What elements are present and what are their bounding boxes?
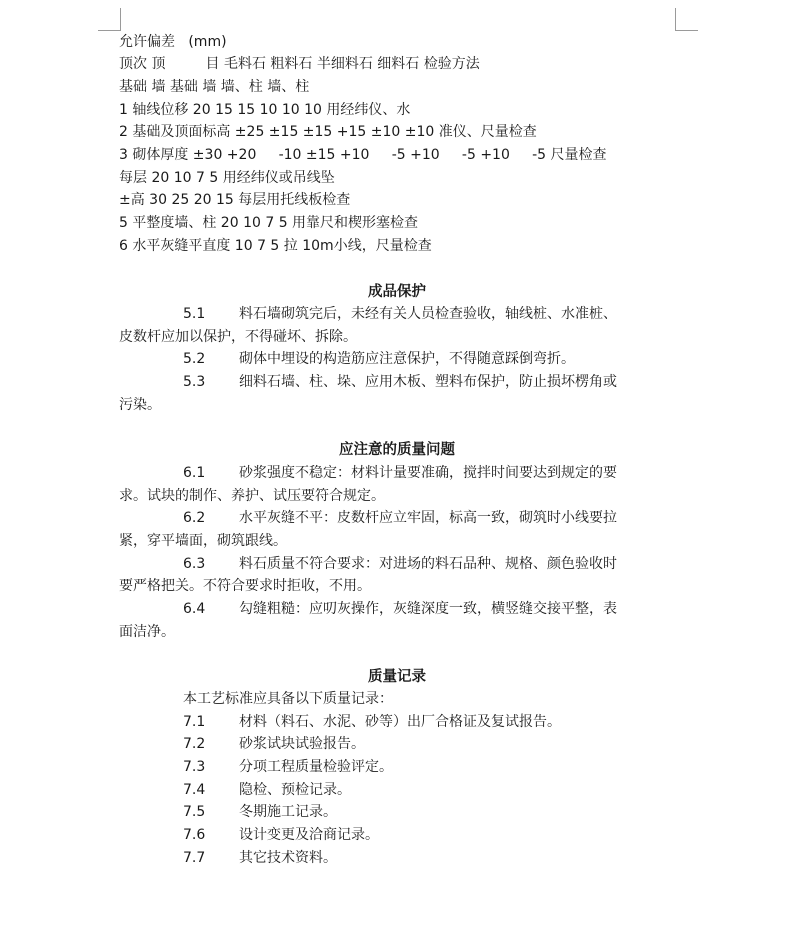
paragraph-text: 细料石墙、柱、垛、应用木板、塑料布保护，防止损坏楞角或	[239, 374, 617, 390]
list-item-text: 其它技术资料。	[239, 850, 337, 866]
table-line: 5 平整度墙、柱 20 10 7 5 用靠尺和楔形塞检查	[119, 215, 419, 231]
list-item	[119, 825, 379, 845]
list-item	[119, 712, 561, 732]
paragraph-line	[119, 463, 617, 483]
paragraph-line: 紧，穿平墙面，砌筑跟线。	[119, 533, 287, 549]
paragraph-line	[119, 554, 617, 574]
list-item-text: 材料（料石、水泥、砂等）出厂合格证及复试报告。	[239, 714, 561, 730]
paragraph-text: 勾缝粗糙：应叨灰操作，灰缝深度一致，横竖缝交接平整，表	[239, 601, 617, 617]
paragraph-number: 5.2	[183, 351, 206, 367]
paragraph-text: 料石墙砌筑完后，未经有关人员检查验收，轴线桩、水准桩、	[239, 306, 617, 322]
list-item	[119, 757, 393, 777]
section-heading: 质量记录	[368, 669, 426, 685]
paragraph-line: 污染。	[119, 397, 161, 413]
list-item-number: 7.1	[183, 714, 206, 730]
paragraph-line	[119, 349, 575, 369]
paragraph-number: 5.1	[183, 306, 206, 322]
list-item-number: 7.5	[183, 804, 206, 820]
margin-corner-mark-top-right	[675, 8, 698, 31]
paragraph-text: 砂浆强度不稳定：材料计量要准确，搅拌时间要达到规定的要	[239, 465, 617, 481]
paragraph-line: 本工艺标准应具备以下质量记录：	[183, 691, 393, 707]
section-heading: 应注意的质量问题	[339, 442, 455, 458]
list-item	[119, 802, 337, 822]
table-line: ±高 30 25 20 15 每层用托线板检查	[119, 192, 351, 208]
paragraph-line	[119, 599, 617, 619]
table-line: 允许偏差 (mm)	[119, 34, 227, 50]
table-line: 每层 20 10 7 5 用经纬仪或吊线坠	[119, 170, 335, 186]
paragraph-text: 砌体中埋设的构造筋应注意保护，不得随意踩倒弯折。	[239, 351, 575, 367]
table-line: 2 基础及顶面标高 ±25 ±15 ±15 +15 ±10 ±10 准仪、尺量检查	[119, 124, 537, 140]
table-line: 1 轴线位移 20 15 15 10 10 10 用经纬仪、水	[119, 102, 411, 118]
paragraph-line	[119, 372, 617, 392]
list-item-number: 7.2	[183, 736, 206, 752]
list-item-number: 7.4	[183, 782, 206, 798]
paragraph-line	[119, 508, 617, 528]
list-item	[119, 848, 337, 868]
paragraph-line: 皮数杆应加以保护，不得碰坏、拆除。	[119, 329, 357, 345]
section-heading: 成品保护	[368, 284, 426, 300]
list-item-text: 设计变更及洽商记录。	[239, 827, 379, 843]
paragraph-number: 5.3	[183, 374, 206, 390]
table-line: 6 水平灰缝平直度 10 7 5 拉 10m小线，尺量检查	[119, 238, 432, 254]
paragraph-number: 6.3	[183, 556, 206, 572]
list-item	[119, 780, 351, 800]
table-line: 3 砌体厚度 ±30 +20 -10 ±15 +10 -5 +10 -5 +10 -5 尺量检查	[119, 147, 607, 163]
list-item-text: 隐检、预检记录。	[239, 782, 351, 798]
paragraph-line: 要严格把关。不符合要求时拒收，不用。	[119, 578, 371, 594]
paragraph-number: 6.2	[183, 510, 206, 526]
table-line: 基础 墙 基础 墙 墙、柱 墙、柱	[119, 79, 310, 95]
paragraph-line: 求。试块的制作、养护、试压要符合规定。	[119, 488, 385, 504]
list-item-text: 分项工程质量检验评定。	[239, 759, 393, 775]
paragraph-number: 6.4	[183, 601, 206, 617]
list-item-number: 7.3	[183, 759, 206, 775]
list-item-number: 7.6	[183, 827, 206, 843]
list-item-text: 砂浆试块试验报告。	[239, 736, 365, 752]
paragraph-line: 面洁净。	[119, 624, 175, 640]
list-item-number: 7.7	[183, 850, 206, 866]
list-item	[119, 734, 365, 754]
paragraph-text: 水平灰缝不平：皮数杆应立牢固，标高一致，砌筑时小线要拉	[239, 510, 617, 526]
list-item-text: 冬期施工记录。	[239, 804, 337, 820]
margin-corner-mark-top-left	[98, 8, 121, 31]
paragraph-line	[119, 304, 617, 324]
table-line: 顶次 顶 目 毛料石 粗料石 半细料石 细料石 检验方法	[119, 56, 480, 72]
paragraph-text: 料石质量不符合要求：对进场的料石品种、规格、颜色验收时	[239, 556, 617, 572]
paragraph-number: 6.1	[183, 465, 206, 481]
